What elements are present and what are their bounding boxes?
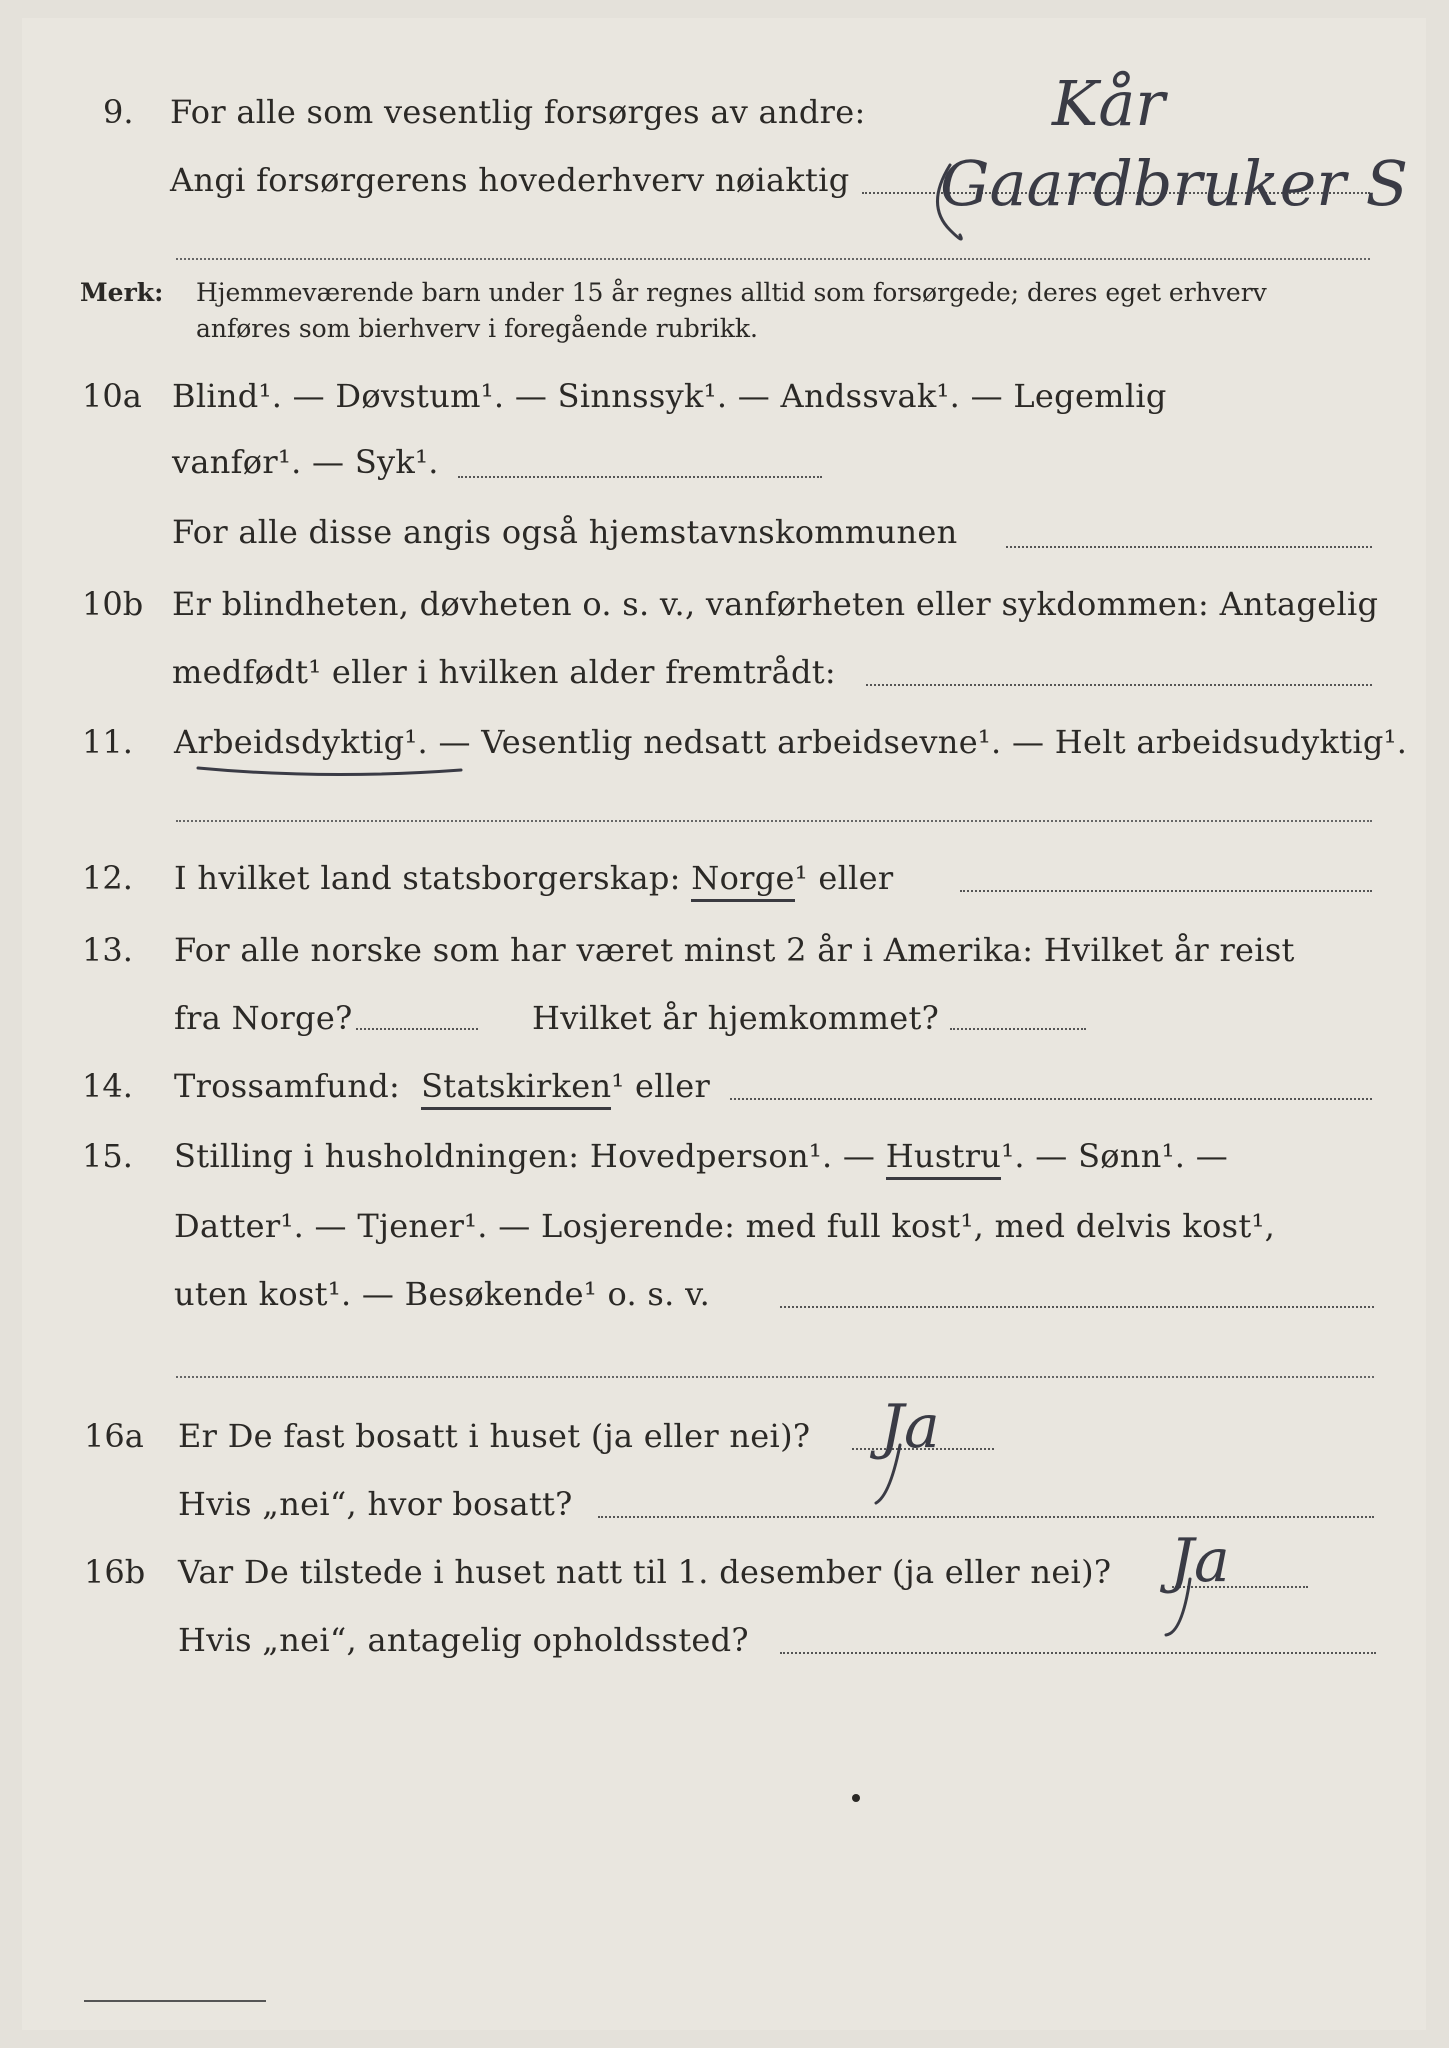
q15-line2: Datter¹. — Tjener¹. — Losjerende: med full kost¹, med delvis kost¹, [174,1207,1276,1245]
q14-line [174,1066,710,1106]
q16b-line2: Hvis „nei“, antagelig opholdssted? [178,1621,749,1659]
q11-extra-line [176,820,1372,822]
merk-line2: anføres som bierhverv i foregående rubrikk. [196,314,758,343]
q11-rest: ¹. — Vesentlig nedsatt arbeidsevne¹. — Helt arbeidsudyktig¹. [404,723,1408,761]
q9-number: 9. [103,93,134,131]
q13-number: 13. [82,931,133,969]
q15-number: 15. [82,1137,133,1175]
q12-number: 12. [82,859,133,897]
q10a-answer-line [458,476,822,478]
q12-line [174,858,894,898]
q12-option-norge: Norge [691,859,794,902]
merk-line1: Hjemmeværende barn under 15 år regnes alltid som forsørgede; deres eget erhverv [196,278,1267,307]
q11-option-arbeidsdyktig: Arbeidsdyktig [174,723,405,761]
q15-extra-line [176,1376,1374,1378]
q13-line2a: fra Norge? [174,999,353,1037]
merk-label: Merk: [80,278,164,307]
q12-pre: I hvilket land statsborgerskap: [174,859,681,897]
q10b-number: 10b [82,585,144,623]
q15-pre: Stilling i husholdningen: Hovedperson¹. — [174,1137,876,1175]
q16a-line2: Hvis „nei“, hvor bosatt? [178,1485,573,1523]
q10b-answer-line [866,684,1372,686]
q11-line [174,722,1407,762]
q16b-number: 16b [84,1553,146,1591]
q16b-handwritten-answer [1160,1515,1300,1645]
q11-underline-mark [196,762,466,782]
q15-line1 [174,1136,1228,1176]
q9-line2: Angi forsørgerens hovederhverv nøiaktig [170,161,850,199]
q14-option-statskirken: Statskirken [421,1067,611,1110]
q9-line1: For alle som vesentlig forsørges av andre: [170,93,866,131]
q16b-location-line [780,1652,1376,1654]
q16a-handwritten-answer [868,1385,1008,1515]
q13-line2b: Hvilket år hjemkommet? [532,999,940,1037]
q15-answer-line [780,1306,1374,1308]
q9-handwritten-answer [930,55,1409,255]
q14-number: 14. [82,1067,133,1105]
q10a-line1: Blind¹. — Døvstum¹. — Sinnssyk¹. — Andssvak¹. — Legemlig [172,377,1167,415]
svg-text:Ja: Ja [880,1392,940,1462]
q13-departure-line [356,1028,478,1030]
q10a-line3: For alle disse angis også hjemstavnskommunen [172,513,958,551]
q12-post: ¹ eller [794,859,894,897]
q13-return-line [950,1028,1086,1030]
q16b-line1: Var De tilstede i huset natt til 1. desember (ja eller nei)? [178,1553,1112,1591]
q16a-line1: Er De fast bosatt i huset (ja eller nei)? [178,1417,811,1455]
q15-option-hustru: Hustru [886,1137,1002,1180]
q16a-number: 16a [84,1417,144,1455]
q10a-hometown-line [1006,546,1372,548]
q14-pre: Trossamfund: [174,1067,401,1105]
svg-text:Ja: Ja [1170,1526,1230,1596]
q10a-line2: vanfør¹. — Syk¹. [172,443,439,481]
q10b-line1: Er blindheten, døvheten o. s. v., vanførheten eller sykdommen: Antagelig [172,585,1379,623]
q11-number: 11. [82,723,133,761]
svg-text:Kår: Kår [1052,67,1165,140]
q15-post: ¹. — Sønn¹. — [1001,1137,1229,1175]
ink-dot [852,1794,860,1802]
q10a-number: 10a [82,377,142,415]
q14-post: ¹ eller [611,1067,711,1105]
footnote-rule [84,2000,266,2002]
q12-answer-line [960,890,1372,892]
q10b-line2: medfødt¹ eller i hvilken alder fremtrådt: [172,653,836,691]
svg-text:Gaardbruker S: Gaardbruker S [940,147,1409,220]
q9-extra-line [176,258,1370,260]
q15-line3: uten kost¹. — Besøkende¹ o. s. v. [174,1275,711,1313]
q14-answer-line [730,1098,1372,1100]
q13-line1: For alle norske som har været minst 2 år i Amerika: Hvilket år reist [174,931,1295,969]
